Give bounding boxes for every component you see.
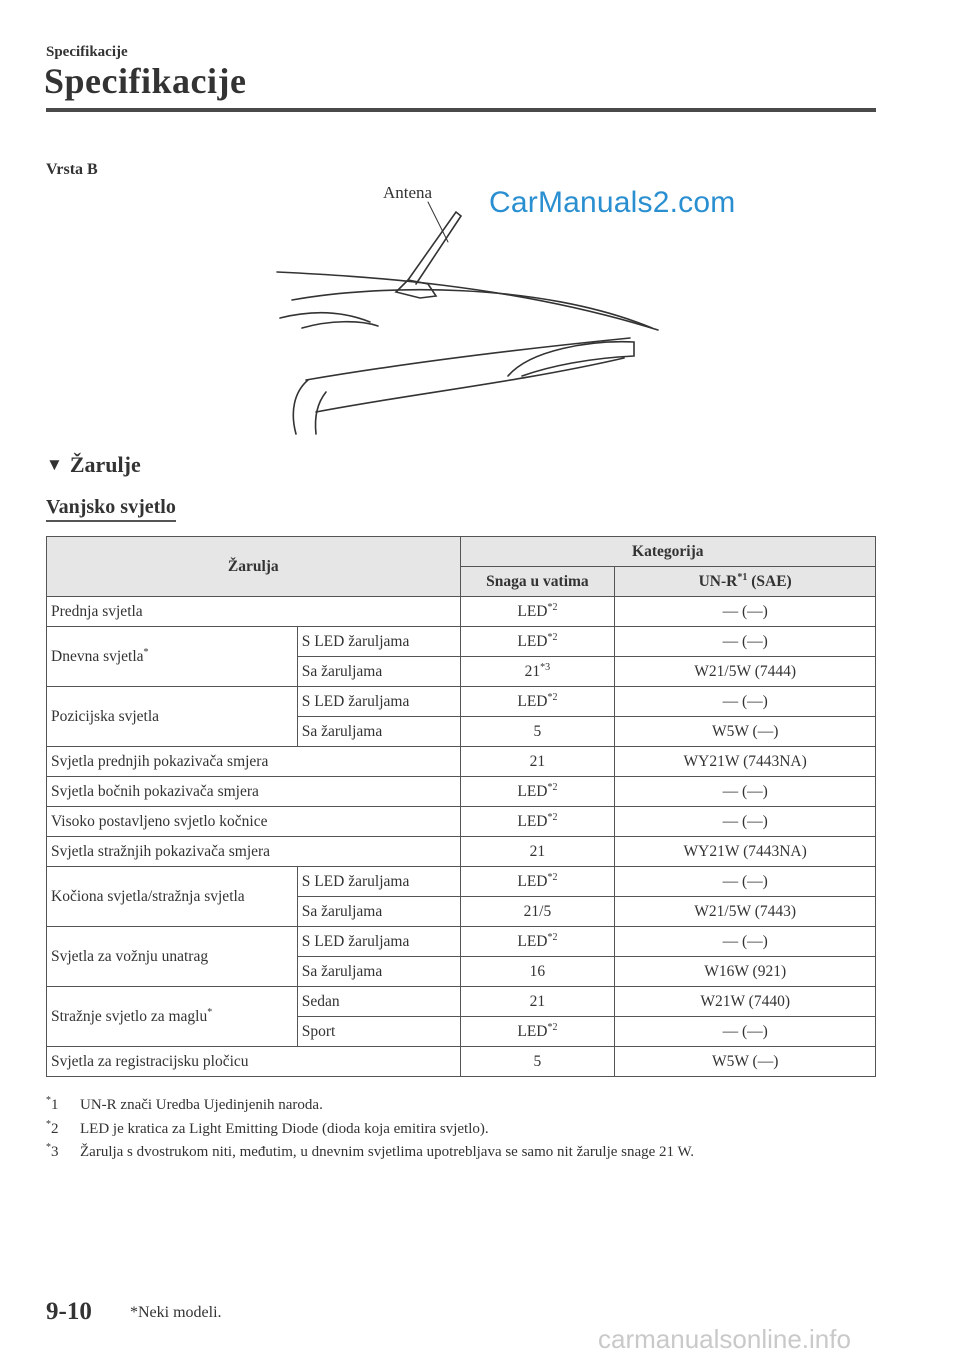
bulb-variant-cell: S LED žaruljama — [297, 927, 460, 957]
watt-column-header: Snaga u vatima — [460, 567, 615, 597]
footnote: *2 LED je kratica za Light Emitting Diode (dioda koja emitira svjetlo). — [46, 1119, 489, 1137]
page-number: 9-10 — [46, 1298, 92, 1325]
watt-cell: 21 — [460, 837, 615, 867]
table-row — [47, 1047, 876, 1077]
bulb-name-cell: Dnevna svjetla* — [47, 627, 298, 687]
watt-cell: LED$^{*2}$ — [460, 927, 615, 957]
bulb-name-cell: Prednja svjetla — [47, 597, 461, 627]
footnote: *3 Žarulja s dvostrukom niti, međutim, u dnevnim svjetlima upotrebljava se samo nit žarulje snage 21 W. — [46, 1142, 695, 1160]
unr-cell: W21/5W (7443) — [615, 897, 876, 927]
bulb-name-cell: Kočiona svjetla/stražnja svjetla — [47, 867, 298, 927]
watt-cell: LED$^{*2}$ — [460, 807, 615, 837]
footer-note: *Neki modeli. — [130, 1304, 222, 1321]
watt-cell: LED$^{*2}$ — [460, 597, 615, 627]
unr-cell: — (—) — [615, 777, 876, 807]
watt-cell: LED$^{*2}$ — [460, 777, 615, 807]
subsection-heading: Vanjsko svjetlo — [46, 496, 176, 522]
bulb-variant-cell: Sedan — [297, 987, 460, 1017]
table-row — [47, 597, 876, 627]
unr-column-header: $UN-R^{*1}$ (SAE) — [615, 567, 876, 597]
bulb-name-cell: Stražnje svjetlo za maglu* — [47, 987, 298, 1047]
watt-cell: 21 — [460, 987, 615, 1017]
bulb-table-body — [47, 597, 876, 1077]
page-title: Specifikacije — [44, 61, 247, 101]
variant-label: Vrsta B — [46, 161, 98, 178]
watt-cell: 21 — [460, 747, 615, 777]
unr-cell: — (—) — [615, 807, 876, 837]
table-row — [47, 627, 876, 657]
category-column-header: Kategorija — [460, 537, 875, 567]
unr-cell: — (—) — [615, 687, 876, 717]
bulb-variant-cell: Sa žaruljama — [297, 897, 460, 927]
bulb-name-cell: Svjetla za vožnju unatrag — [47, 927, 298, 987]
section-heading-text: Žarulje — [69, 452, 141, 477]
bulb-column-header: Žarulja — [47, 537, 461, 597]
unr-cell: — (—) — [615, 1017, 876, 1047]
bulb-name-cell: Svjetla bočnih pokazivača smjera — [47, 777, 461, 807]
watt-cell: 21/5 — [460, 897, 615, 927]
unr-cell: — (—) — [615, 927, 876, 957]
watt-cell: LED$^{*2}$ — [460, 867, 615, 897]
table-row — [47, 777, 876, 807]
pillar-inner — [315, 392, 326, 434]
table-row — [47, 987, 876, 1017]
table-row — [47, 747, 876, 777]
watt-cell: 5 — [460, 717, 615, 747]
watt-cell: 16 — [460, 957, 615, 987]
unr-cell: — (—) — [615, 597, 876, 627]
bulb-variant-cell: Sa žaruljama — [297, 657, 460, 687]
site-watermark: carmanualsonline.info — [598, 1324, 851, 1354]
watt-cell: LED$^{*2}$ — [460, 627, 615, 657]
unr-cell: — (—) — [615, 627, 876, 657]
table-row — [47, 807, 876, 837]
bulb-variant-cell: S LED žaruljama — [297, 687, 460, 717]
body-line — [280, 313, 370, 322]
watt-cell: LED$^{*2}$ — [460, 687, 615, 717]
table-row — [47, 687, 876, 717]
table-row — [47, 837, 876, 867]
footnote: *1 UN-R znači Uredba Ujedinjenih naroda. — [46, 1095, 323, 1113]
table-row — [47, 867, 876, 897]
unr-cell: W21W (7440) — [615, 987, 876, 1017]
bulb-variant-cell: Sa žaruljama — [297, 957, 460, 987]
unr-cell: — (—) — [615, 867, 876, 897]
antenna-leader — [428, 202, 448, 242]
bulb-name-cell: Svjetla stražnjih pokazivača smjera — [47, 837, 461, 867]
unr-cell: WY21W (7443NA) — [615, 747, 876, 777]
lower-line — [316, 358, 624, 412]
watermark-text: CarManuals2.com — [489, 186, 736, 219]
bulb-name-cell: Svjetla prednjih pokazivača smjera — [47, 747, 461, 777]
antenna-rod — [408, 212, 461, 284]
unr-cell: W16W (921) — [615, 957, 876, 987]
bulb-name-cell: Visoko postavljeno svjetlo kočnice — [47, 807, 461, 837]
watt-cell: 21$^{*3}$ — [460, 657, 615, 687]
table-row — [47, 927, 876, 957]
bulb-variant-cell: Sa žaruljama — [297, 717, 460, 747]
spoiler-lip — [508, 342, 634, 376]
bulb-table — [46, 536, 876, 1077]
watt-cell: 5 — [460, 1047, 615, 1077]
section-heading — [46, 452, 141, 478]
roof-line — [277, 272, 658, 330]
unr-cell: W5W (—) — [615, 1047, 876, 1077]
antenna-callout: Antena — [383, 183, 433, 202]
header-rule — [46, 108, 876, 112]
bulb-variant-cell: S LED žaruljama — [297, 867, 460, 897]
triangle-down-icon: ▼ — [46, 455, 63, 474]
unr-cell: WY21W (7443NA) — [615, 837, 876, 867]
body-curve — [302, 322, 378, 328]
unr-cell: W5W (—) — [615, 717, 876, 747]
bulb-name-cell: Svjetla za registracijsku pločicu — [47, 1047, 461, 1077]
bulb-name-cell: Pozicijska svjetla — [47, 687, 298, 747]
unr-cell: W21/5W (7444) — [615, 657, 876, 687]
watt-cell: LED$^{*2}$ — [460, 1017, 615, 1047]
bulb-variant-cell: S LED žaruljama — [297, 627, 460, 657]
bulb-variant-cell: Sport — [297, 1017, 460, 1047]
running-header: Specifikacije — [46, 44, 128, 60]
pillar — [293, 380, 308, 434]
